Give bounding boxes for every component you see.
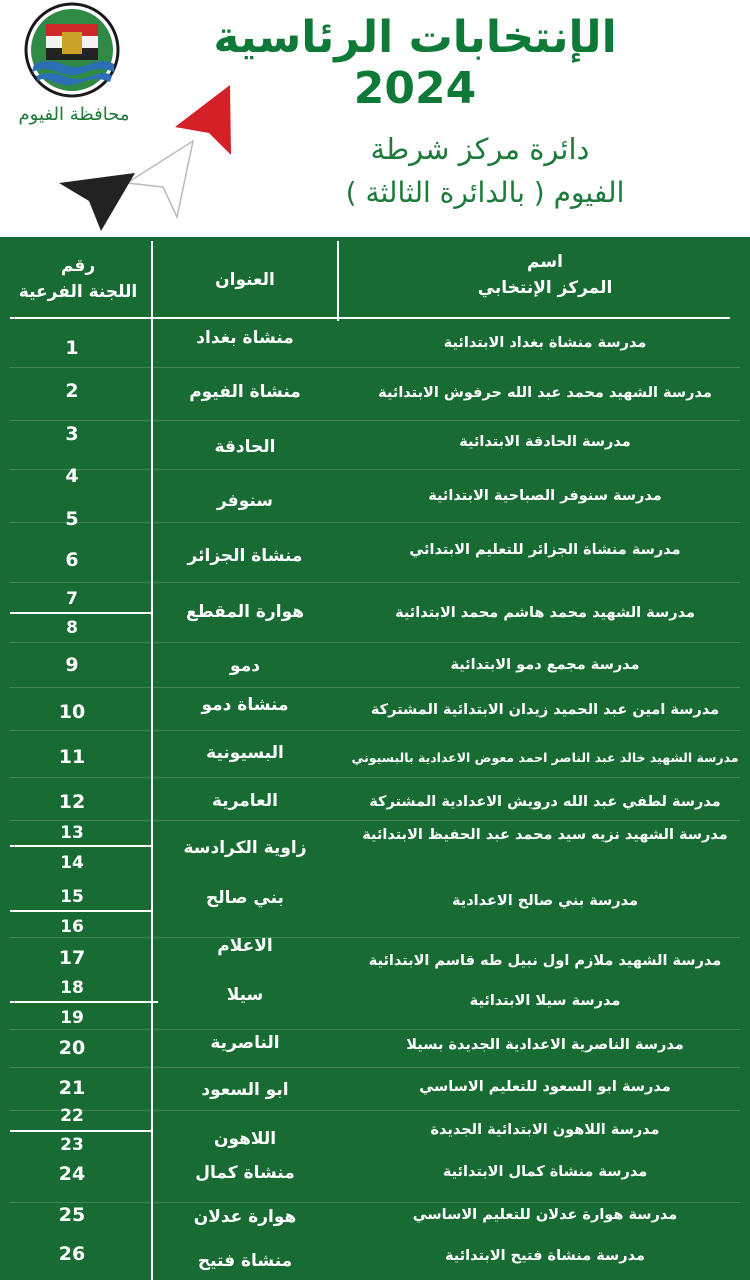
polling-center-name: مدرسة بني صالح الاعدادية [452, 893, 638, 909]
header-address: العنوان [215, 270, 275, 290]
row-divider [10, 642, 740, 643]
polling-center-name: مدرسة الشهيد محمد هاشم محمد الابتدائية [395, 605, 695, 621]
polling-center-name: مدرسة مجمع دمو الابتدائية [450, 657, 640, 673]
merge-line [10, 910, 152, 912]
merge-line [10, 845, 152, 847]
polling-center-name: مدرسة الشهيد ملازم اول نبيل طه قاسم الابتدائية [368, 953, 722, 969]
committee-number: 21 [58, 1077, 86, 1099]
committee-address: الناصرية [210, 1033, 280, 1053]
polling-center-name: مدرسة امين عبد الحميد زيدان الابتدائية المشتركة [370, 702, 720, 718]
committee-number: 12 [58, 791, 86, 813]
row-divider [10, 687, 740, 688]
committee-number: 8 [66, 618, 78, 638]
committee-address: دمو [230, 656, 260, 676]
flag-arrows-icon [55, 85, 245, 235]
committee-number: 1 [65, 337, 79, 359]
header-number-line1: رقم [60, 256, 96, 276]
committee-number: 2 [65, 380, 79, 402]
committee-number: 10 [58, 701, 86, 723]
committee-number: 19 [60, 1008, 84, 1028]
committee-address: هوارة عدلان [193, 1207, 297, 1227]
committee-number: 4 [65, 465, 79, 487]
committee-address: سيلا [226, 985, 264, 1005]
polling-center-name: مدرسة الشهيد خالد عبد الناصر احمد معوض الاعدادية بالبسيوني [351, 750, 739, 765]
committee-number: 17 [58, 947, 86, 969]
committee-address: ابو السعود [201, 1080, 289, 1100]
row-divider [10, 937, 740, 938]
fayoum-logo-icon [24, 2, 120, 98]
row-divider [10, 420, 740, 421]
committee-address: العامرية [212, 791, 278, 811]
committee-address: الاعلام [217, 936, 273, 956]
committee-number: 9 [65, 654, 79, 676]
committee-number: 13 [60, 823, 84, 843]
committee-address: منشاة كمال [195, 1163, 295, 1183]
merge-line [10, 1130, 152, 1132]
row-divider [10, 1029, 740, 1030]
committee-number: 18 [60, 978, 84, 998]
page-title: الإنتخابات الرئاسية 2024 [213, 12, 617, 114]
committee-address: منشاة الفيوم [189, 382, 301, 402]
row-divider [10, 1202, 740, 1203]
row-divider [10, 1067, 740, 1068]
polling-center-name: مدرسة الناصرية الاعدادية الجديدة بسيلا [406, 1037, 684, 1053]
polling-center-name: مدرسة منشاة الجزائر للتعليم الابتدائي [409, 542, 681, 558]
polling-center-name: مدرسة الشهيد نزيه سيد محمد عبد الحفيظ الابتدائية [362, 827, 728, 843]
committee-number: 14 [60, 853, 84, 873]
committee-number: 15 [60, 887, 84, 907]
polling-center-name: مدرسة الشهيد محمد عبد الله حرفوش الابتدائية [378, 385, 712, 401]
header-number [8, 253, 148, 305]
committee-number: 16 [60, 917, 84, 937]
header-center-line2: المركز الإنتخابي [477, 278, 613, 298]
polling-center-name: مدرسة هوارة عدلان للتعليم الاساسي [412, 1207, 678, 1223]
committee-address: منشاة الجزائر [187, 546, 303, 566]
committee-number: 23 [60, 1135, 84, 1155]
committee-number: 11 [58, 746, 86, 768]
polling-center-name: مدرسة منشاة كمال الابتدائية [442, 1164, 648, 1180]
row-divider [10, 777, 740, 778]
committee-address: منشاة دمو [201, 695, 289, 715]
row-divider [10, 820, 740, 821]
subtitle-line-2: الفيوم ( بالدائرة الثالثة ) [345, 176, 625, 209]
logo-caption: محافظة الفيوم [18, 104, 130, 125]
committee-number: 5 [65, 508, 79, 530]
committee-address: بني صالح [206, 888, 284, 908]
polling-center-name: مدرسة منشاة بغداد الابتدائية [443, 335, 647, 351]
polling-center-name: مدرسة سيلا الابتدائية [469, 993, 621, 1009]
committee-number: 7 [66, 589, 78, 609]
merge-line [10, 1001, 158, 1003]
merge-line [10, 612, 152, 614]
header [0, 0, 750, 237]
row-divider [10, 730, 740, 731]
committee-address: سنوفر [216, 491, 274, 511]
committee-number: 6 [65, 549, 79, 571]
committee-address: زاوية الكرادسة [183, 838, 307, 858]
header-number-line2: اللجنة الفرعية [18, 282, 138, 302]
committee-number: 24 [58, 1163, 86, 1185]
committee-number: 20 [58, 1037, 86, 1059]
committee-number: 3 [65, 423, 79, 445]
committee-address: منشاة فتيح [197, 1251, 293, 1271]
subtitle-line-1: دائرة مركز شرطة [370, 132, 590, 166]
committee-address: اللاهون [213, 1129, 277, 1149]
polling-center-name: مدرسة منشاة فتيح الابتدائية [445, 1248, 645, 1264]
committee-number: 26 [58, 1243, 86, 1265]
committee-address: الحادقة [214, 437, 276, 457]
committee-address: منشاة بغداد [196, 328, 294, 348]
committee-number: 25 [58, 1204, 86, 1226]
row-divider [10, 367, 740, 368]
polling-center-name: مدرسة الحادقة الابتدائية [459, 434, 631, 450]
committee-number: 22 [60, 1106, 84, 1126]
header-center [340, 249, 750, 301]
polling-center-name: مدرسة سنوفر الصباحية الابتدائية [428, 488, 662, 504]
polling-center-name: مدرسة ابو السعود للتعليم الاساسي [419, 1079, 671, 1095]
header-divider [10, 317, 730, 319]
polling-center-name: مدرسة اللاهون الابتدائية الجديدة [430, 1122, 660, 1138]
header-center-line1: اسم [527, 252, 563, 272]
committee-address: هوارة المقطع [185, 602, 305, 622]
polling-center-name: مدرسة لطفي عبد الله درويش الاعدادية المشتركة [369, 794, 721, 810]
row-divider [10, 582, 740, 583]
committee-address: البسيونية [206, 743, 284, 763]
committees-table [0, 237, 750, 1280]
